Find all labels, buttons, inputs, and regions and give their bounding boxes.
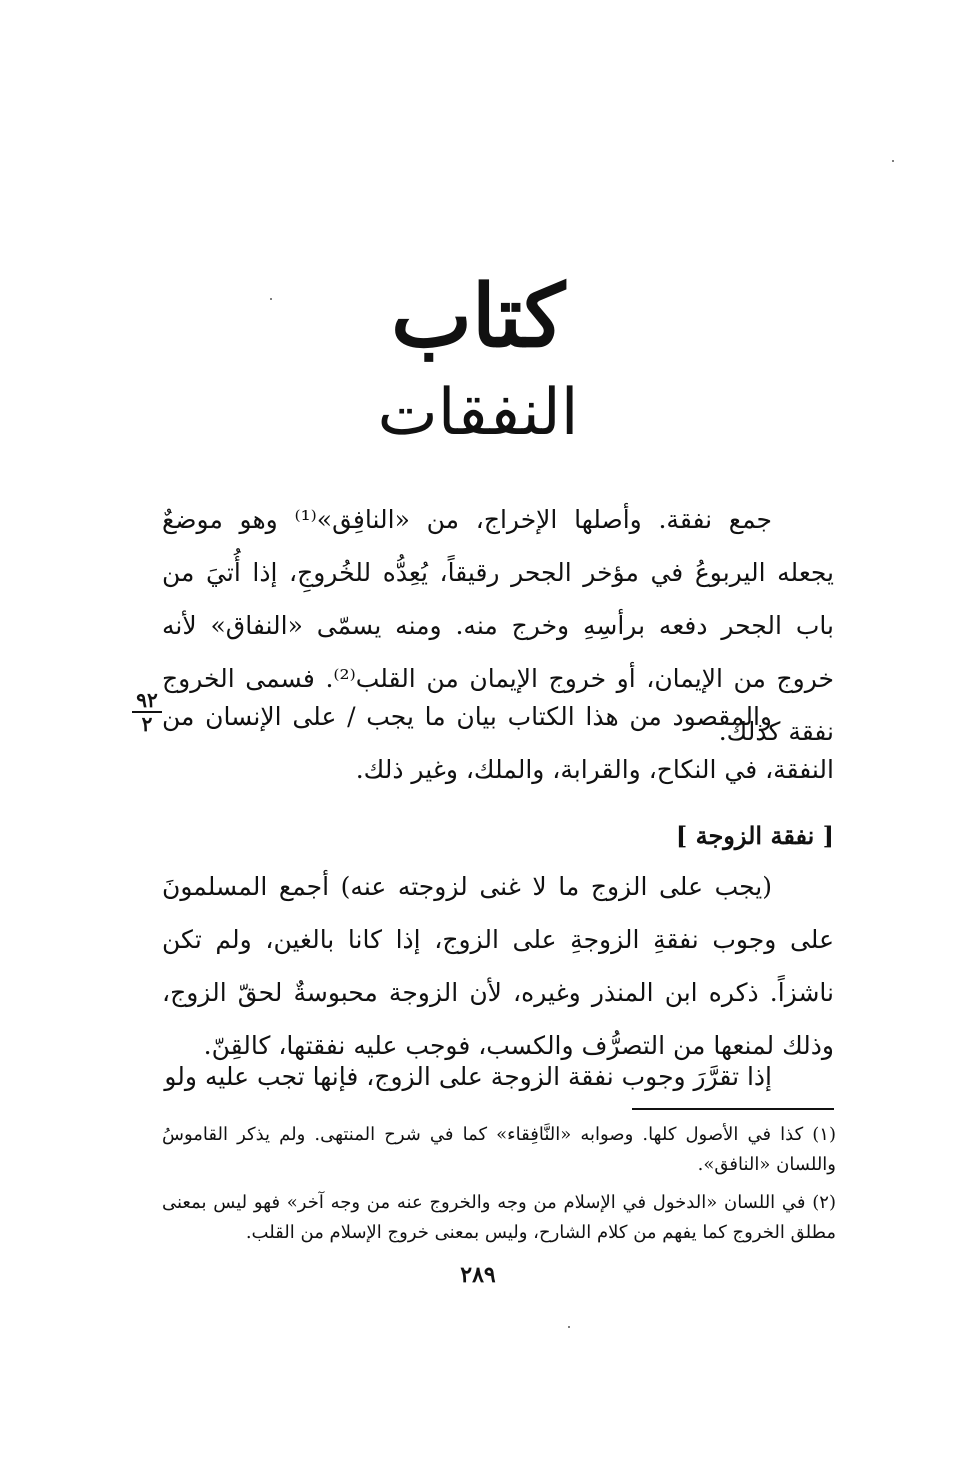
section-paragraph-2: إذا تقرَّرَ وجوب نفقة الزوجة على الزوج، فإنها تجب عليه ولو [164, 1062, 772, 1091]
scan-speck [270, 298, 272, 300]
marginal-ref-numerator: ٩٢ [132, 690, 162, 713]
marginal-manuscript-reference [132, 690, 162, 734]
intro-paragraph-2: والمقصود من هذا الكتاب بيان ما يجب / على الإنسان من النفقة، في النكاح، والقرابة، والملك، وغير ذلك. [162, 702, 834, 784]
scan-speck [568, 1326, 570, 1328]
section-heading: [ نفقة الزوجة ] [675, 821, 834, 850]
page-number: ٢٨٩ [460, 1262, 496, 1288]
intro-paragraph-1: جمع نفقة. وأصلها الإخراج، من «النافِق»⁽¹⁾ وهو موضعٌ يجعله اليربوعُ في مؤخر الجحر رقيقاً، يُعِدُّه للخُروجِ، إذا أُتيَ من باب الجحر دفعه برأسِهِ وخرج منه. ومنه يسمّى «النفاق» لأنه خروج من الإيمان، أو خروج الإيمان من القلب⁽²⁾. فسمى الخروج نفقة كذلك. [162, 505, 834, 746]
footnote-separator [632, 1108, 834, 1110]
footnote-1: (١) كذا في الأصول كلها. وصوابه «النَّافِقاء» كما في شرح المنتهى. ولم يذكر القاموسُ واللسان «النافق». [162, 1124, 836, 1175]
marginal-ref-denominator: ٢ [141, 712, 153, 736]
scan-speck [892, 160, 894, 162]
book-subtitle: النفقات [377, 376, 579, 450]
book-title: كتاب [390, 266, 566, 367]
section-paragraph-1: (يجب على الزوج ما لا غنى لزوجته عنه) أجمع المسلمونَ على وجوب نفقةِ الزوجةِ على الزوج، إذا كانا بالغين، ولم تكن ناشزاً. ذكره ابن المنذر وغيره، لأن الزوجة محبوسةٌ لحقّ الزوج، وذلك لمنعها من التصرُّف والكسب، فوجب عليه نفقتها، كالقِنّ. [162, 872, 834, 1060]
footnote-2: (٢) في اللسان «الدخول في الإسلام من وجه والخروج عنه من وجه آخر» فهو ليس بمعنى مطلق الخروج كما يفهم من كلام الشارح، وليس بمعنى خروج الإسلام من القلب. [162, 1192, 836, 1243]
